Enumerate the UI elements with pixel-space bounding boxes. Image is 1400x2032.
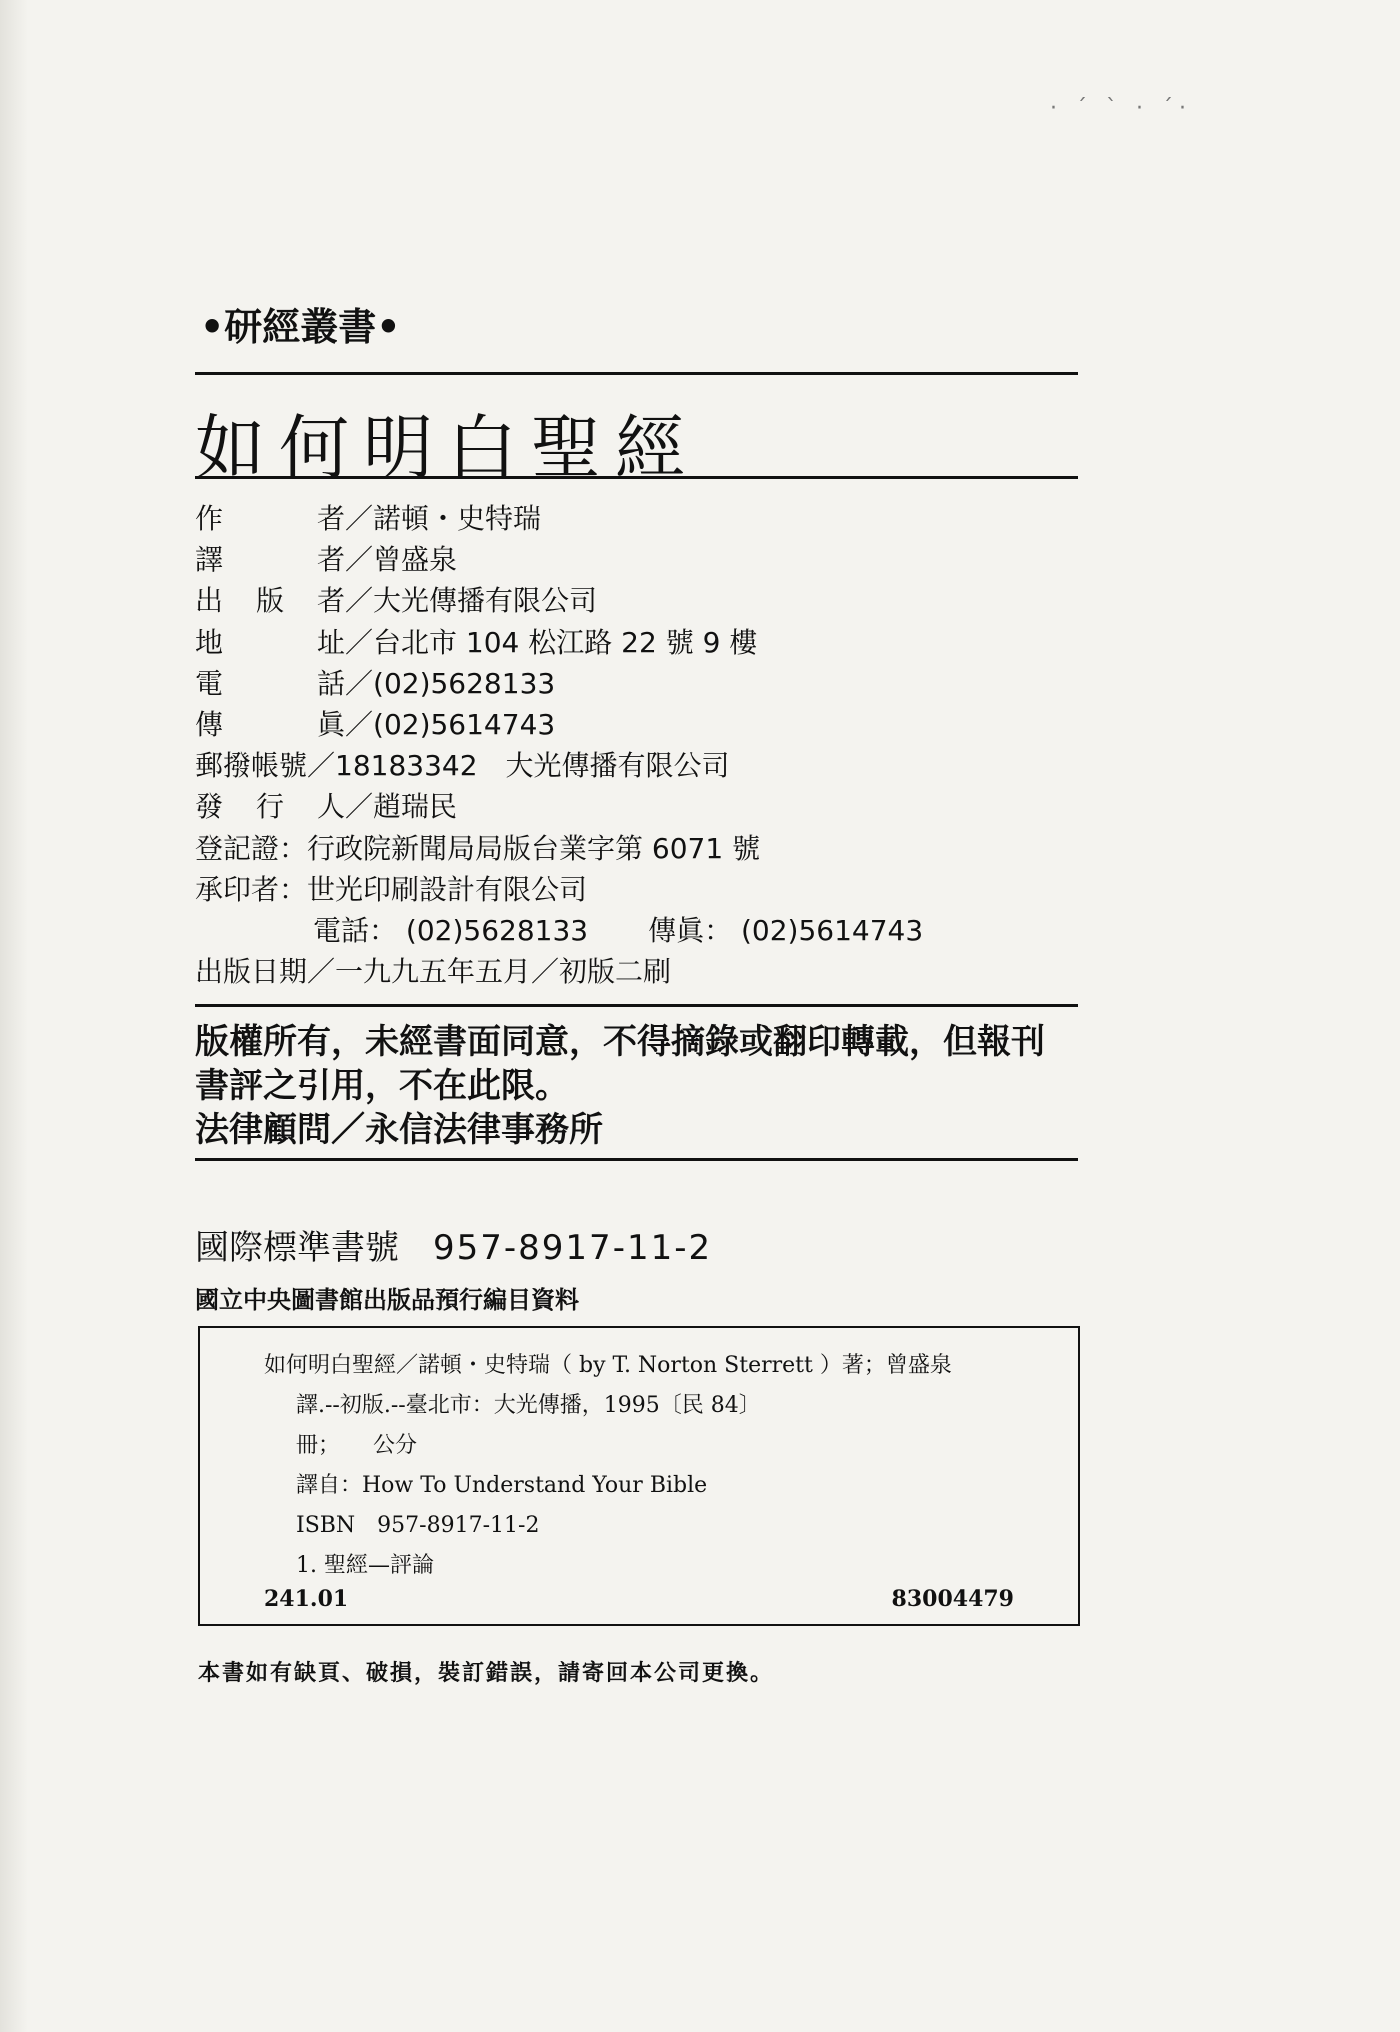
info-label: 登記證: [195, 831, 280, 865]
rule-below-notice: [195, 1158, 1078, 1161]
info-row-address: 地 址 ／ 台北市 104 松江路 22 號 9 樓: [195, 622, 1075, 663]
defect-return-note: 本書如有缺頁、破損，裝訂錯誤，請寄回本公司更換。: [198, 1661, 775, 1686]
info-value: 行政院新聞局局版台業字第 6071 號: [307, 831, 761, 865]
info-row-fax: 傳 眞 ／ (02)5614743: [195, 704, 1075, 745]
info-label: 譯 者: [195, 543, 345, 577]
stray-marks: · ˊ ˋ · ˊ·: [1050, 96, 1192, 121]
page-edge-shadow: [0, 0, 28, 2032]
cip-class-number: 241.01: [264, 1586, 349, 1612]
info-row-pub-date: 出版日期 ／ 一九九五年五月／初版二刷: [195, 951, 1075, 992]
info-row-printer: 承印者 ： 世光印刷設計有限公司: [195, 869, 1075, 910]
info-row-translator: 譯 者 ／ 曾盛泉: [195, 539, 1075, 580]
info-value: 大光傳播有限公司: [373, 584, 598, 618]
legal-counsel: 法律顧問／永信法律事務所: [195, 1110, 603, 1150]
info-value: 趙瑞民: [373, 790, 458, 824]
info-value: (02)5628133: [373, 666, 556, 700]
info-row-printer-contact: [195, 910, 1075, 951]
info-label: 郵撥帳號: [195, 749, 308, 783]
printer-phone: 電話： (02)5628133: [313, 913, 589, 947]
info-label: 出版日期: [195, 955, 308, 989]
book-title: 如何明白聖經: [195, 407, 699, 489]
info-row-author: 作 者 ／ 諾頓・史特瑞: [195, 498, 1075, 539]
cip-line: 譯自：How To Understand Your Bible: [296, 1473, 708, 1498]
notice-line: 版權所有，未經書面同意，不得摘錄或翻印轉載，但報刊: [195, 1022, 1045, 1062]
info-label: 承印者: [195, 872, 280, 906]
info-label: 作 者: [195, 502, 345, 535]
publication-info: [195, 498, 1075, 992]
info-value: 18183342 大光傳播有限公司: [335, 749, 730, 783]
isbn-line: [195, 1220, 712, 1269]
cip-line: 如何明白聖經／諾頓・史特瑞（ by T. Norton Sterrett ）著；曾盛泉: [264, 1353, 952, 1378]
info-value: 曾盛泉: [373, 543, 458, 577]
cip-line: 1. 聖經—評論: [296, 1553, 434, 1578]
copyright-notice: [195, 1020, 1095, 1152]
info-label: 地 址: [195, 625, 345, 659]
cip-heading: 國立中央圖書館出版品預行編目資料: [195, 1286, 579, 1314]
info-row-publisher: 出 版 者 ／ 大光傳播有限公司: [195, 580, 1075, 621]
cip-line: ISBN 957-8917-11-2: [296, 1513, 540, 1538]
cip-record-number: 83004479: [891, 1586, 1014, 1612]
notice-line: 書評之引用，不在此限。: [195, 1066, 569, 1106]
cip-line: 譯.--初版.--臺北市：大光傳播，1995〔民 84〕: [296, 1393, 761, 1418]
info-value: 諾頓・史特瑞: [373, 502, 542, 535]
info-value: 台北市 104 松江路 22 號 9 樓: [373, 625, 758, 659]
isbn-number: 957-8917-11-2: [433, 1228, 713, 1268]
info-label: 出 版 者: [195, 584, 345, 618]
cip-record-box: [198, 1326, 1080, 1626]
info-row-phone: 電 話 ／ (02)5628133: [195, 663, 1075, 704]
printer-fax: 傳眞： (02)5614743: [648, 913, 924, 947]
info-value: 世光印刷設計有限公司: [307, 872, 588, 906]
series-label: •研經叢書•: [200, 305, 401, 349]
info-row-issuer: 發 行 人 ／ 趙瑞民: [195, 786, 1075, 827]
info-label: 傳 眞: [195, 707, 345, 741]
info-value: (02)5614743: [373, 707, 556, 741]
info-row-postal-account: 郵撥帳號 ／ 18183342 大光傳播有限公司: [195, 745, 1075, 786]
info-label: 電 話: [195, 666, 345, 700]
cip-line: 冊； 公分: [296, 1433, 418, 1458]
info-value: 一九九五年五月／初版二刷: [335, 955, 672, 989]
isbn-label: 國際標準書號: [195, 1228, 399, 1268]
rule-above-notice: [195, 1004, 1078, 1007]
info-row-registration: 登記證 ： 行政院新聞局局版台業字第 6071 號: [195, 828, 1075, 869]
rule-top: [195, 372, 1078, 375]
rule-under-title: [195, 476, 1078, 479]
info-label: 發 行 人: [195, 790, 345, 824]
